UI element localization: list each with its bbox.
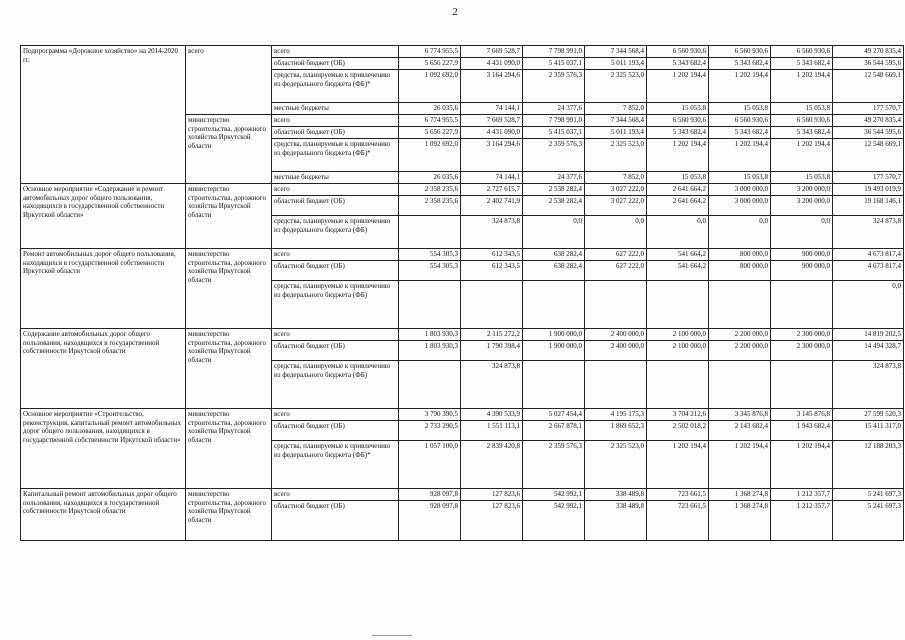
total-value-cell: 36 544 595,6	[833, 58, 904, 70]
year-value-cell	[771, 281, 833, 329]
year-value-cell: 2 502 018,2	[647, 421, 709, 441]
year-value-cell	[399, 361, 461, 409]
year-value-cell: 1 368 274,8	[709, 501, 771, 541]
year-value-cell: 338 489,8	[585, 489, 647, 501]
year-value-cell: 3 164 294,6	[461, 70, 523, 103]
year-value-cell: 1 202 194,4	[647, 139, 709, 172]
year-value-cell: 5 343 682,4	[771, 58, 833, 70]
total-value-cell: 4 673 817,4	[833, 249, 904, 261]
year-value-cell: 2 358 235,6	[399, 184, 461, 196]
table-row	[21, 489, 904, 501]
year-value-cell: 3 000 000,0	[709, 196, 771, 216]
year-value-cell: 3 200 000,0	[771, 184, 833, 196]
funding-source-cell: всего	[272, 329, 399, 341]
table-row	[21, 249, 904, 261]
total-value-cell: 12 548 669,1	[833, 70, 904, 103]
year-value-cell: 2 358 235,6	[399, 196, 461, 216]
year-value-cell: 2 200 000,0	[709, 341, 771, 361]
program-name-cell: Содержание автомобильных дорог общего пользования, находящихся в государственной собственности Иркутской области	[21, 329, 186, 409]
year-value-cell: 2 115 272,2	[461, 329, 523, 341]
year-value-cell: 15 053,8	[771, 103, 833, 115]
executor-cell: всего	[186, 46, 272, 115]
year-value-cell	[585, 281, 647, 329]
funding-source-cell: областной бюджет (ОБ)	[272, 127, 399, 139]
year-value-cell: 5 343 682,4	[647, 127, 709, 139]
year-value-cell: 1 790 398,4	[461, 341, 523, 361]
year-value-cell: 338 489,8	[585, 501, 647, 541]
year-value-cell: 4 431 090,0	[461, 127, 523, 139]
table-row	[21, 409, 904, 421]
year-value-cell	[399, 216, 461, 249]
year-value-cell: 900 000,0	[771, 249, 833, 261]
year-value-cell: 3 164 294,6	[461, 139, 523, 172]
year-value-cell: 1 202 194,4	[709, 70, 771, 103]
total-value-cell: 324 873,8	[833, 361, 904, 409]
total-value-cell: 36 544 595,6	[833, 127, 904, 139]
funding-source-cell: средства, планируемые к привлечению из федерального бюджета (ФБ)	[272, 216, 399, 249]
year-value-cell	[709, 281, 771, 329]
year-value-cell: 1 202 194,4	[709, 441, 771, 489]
year-value-cell: 5 415 037,1	[523, 127, 585, 139]
year-value-cell: 627 222,0	[585, 261, 647, 281]
year-value-cell: 1 212 357,7	[771, 489, 833, 501]
funding-source-cell: областной бюджет (ОБ)	[272, 261, 399, 281]
year-value-cell: 127 823,6	[461, 501, 523, 541]
funding-source-cell: всего	[272, 115, 399, 127]
year-value-cell: 74 144,1	[461, 103, 523, 115]
year-value-cell: 612 343,5	[461, 261, 523, 281]
year-value-cell: 2 402 741,9	[461, 196, 523, 216]
year-value-cell: 5 415 037,1	[523, 58, 585, 70]
year-value-cell: 24 377,6	[523, 172, 585, 184]
total-value-cell: 324 873,8	[833, 216, 904, 249]
year-value-cell: 7 852,0	[585, 172, 647, 184]
year-value-cell	[461, 281, 523, 329]
year-value-cell	[523, 281, 585, 329]
table-row	[21, 329, 904, 341]
program-name-cell: Основное мероприятие «Содержание и ремонт автомобильных дорог общего пользования, находящихся в государственной собственности Иркутской области»	[21, 184, 186, 249]
page-number: 2	[452, 6, 458, 18]
total-value-cell: 5 241 697,3	[833, 501, 904, 541]
year-value-cell: 1 900 000,0	[523, 329, 585, 341]
year-value-cell: 15 053,8	[647, 172, 709, 184]
funding-source-cell: областной бюджет (ОБ)	[272, 196, 399, 216]
year-value-cell: 5 656 227,9	[399, 58, 461, 70]
year-value-cell: 1 202 194,4	[647, 70, 709, 103]
year-value-cell: 627 222,0	[585, 249, 647, 261]
executor-cell: министерство строительства, дорожного хозяйства Иркутской области	[186, 184, 272, 249]
funding-source-cell: местные бюджеты	[272, 172, 399, 184]
year-value-cell: 1 202 194,4	[771, 441, 833, 489]
year-value-cell: 6 774 955,5	[399, 115, 461, 127]
year-value-cell: 928 097,8	[399, 501, 461, 541]
year-value-cell: 6 560 930,6	[647, 46, 709, 58]
year-value-cell: 2 359 576,3	[523, 441, 585, 489]
year-value-cell: 0,0	[523, 216, 585, 249]
executor-cell: министерство строительства, дорожного хозяйства Иркутской области	[186, 115, 272, 184]
total-value-cell: 14 819 202,5	[833, 329, 904, 341]
total-value-cell: 4 673 817,4	[833, 261, 904, 281]
total-value-cell: 12 548 669,1	[833, 139, 904, 172]
year-value-cell: 15 053,8	[647, 103, 709, 115]
total-value-cell: 19 168 146,1	[833, 196, 904, 216]
budget-table	[20, 45, 904, 541]
year-value-cell: 800 000,0	[709, 249, 771, 261]
year-value-cell: 1 202 194,4	[647, 441, 709, 489]
year-value-cell: 3 027 222,0	[585, 184, 647, 196]
year-value-cell: 5 656 227,9	[399, 127, 461, 139]
year-value-cell: 2 200 000,0	[709, 329, 771, 341]
year-value-cell: 3 704 212,6	[647, 409, 709, 421]
executor-cell: министерство строительства, дорожного хозяйства Иркутской области	[186, 489, 272, 541]
year-value-cell: 3 027 222,0	[585, 196, 647, 216]
program-name-cell: Подпрограмма «Дорожное хозяйство» на 2014-2020 гг.	[21, 46, 186, 184]
year-value-cell: 4 431 090,0	[461, 58, 523, 70]
funding-source-cell: областной бюджет (ОБ)	[272, 341, 399, 361]
program-name-cell: Капитальный ремонт автомобильных дорог общего пользования, находящихся в государственной собственности Иркутской области	[21, 489, 186, 541]
year-value-cell: 324 873,8	[461, 361, 523, 409]
year-value-cell: 7 344 568,4	[585, 115, 647, 127]
year-value-cell	[771, 361, 833, 409]
total-value-cell: 49 270 835,4	[833, 115, 904, 127]
funding-source-cell: всего	[272, 46, 399, 58]
year-value-cell: 3 145 876,8	[771, 409, 833, 421]
year-value-cell	[647, 361, 709, 409]
year-value-cell: 2 359 576,3	[523, 139, 585, 172]
year-value-cell: 2 143 682,4	[709, 421, 771, 441]
year-value-cell: 7 798 991,0	[523, 115, 585, 127]
year-value-cell: 5 011 193,4	[585, 127, 647, 139]
year-value-cell: 2 641 664,2	[647, 184, 709, 196]
executor-cell: министерство строительства, дорожного хозяйства Иркутской области	[186, 409, 272, 489]
total-value-cell: 177 570,7	[833, 103, 904, 115]
year-value-cell: 2 641 664,2	[647, 196, 709, 216]
year-value-cell: 6 560 930,6	[709, 46, 771, 58]
year-value-cell: 1 943 682,4	[771, 421, 833, 441]
year-value-cell: 2 359 576,3	[523, 70, 585, 103]
year-value-cell: 542 992,1	[523, 489, 585, 501]
year-value-cell: 1 900 000,0	[523, 341, 585, 361]
year-value-cell: 2 100 000,0	[647, 341, 709, 361]
year-value-cell: 723 661,5	[647, 489, 709, 501]
total-value-cell: 0,0	[833, 281, 904, 329]
executor-cell: министерство строительства, дорожного хозяйства Иркутской области	[186, 249, 272, 329]
year-value-cell: 26 035,6	[399, 103, 461, 115]
year-value-cell: 3 790 390,5	[399, 409, 461, 421]
year-value-cell: 2 400 000,0	[585, 329, 647, 341]
total-value-cell: 14 494 328,7	[833, 341, 904, 361]
year-value-cell: 6 560 930,6	[709, 115, 771, 127]
year-value-cell: 4 195 175,3	[585, 409, 647, 421]
year-value-cell: 7 798 991,0	[523, 46, 585, 58]
year-value-cell	[647, 281, 709, 329]
year-value-cell: 7 344 568,4	[585, 46, 647, 58]
year-value-cell: 5 343 682,4	[709, 127, 771, 139]
year-value-cell: 2 667 878,1	[523, 421, 585, 441]
year-value-cell: 4 390 533,9	[461, 409, 523, 421]
year-value-cell: 638 282,4	[523, 249, 585, 261]
year-value-cell: 0,0	[647, 216, 709, 249]
funding-source-cell: всего	[272, 489, 399, 501]
total-value-cell: 177 570,7	[833, 172, 904, 184]
funding-source-cell: средства, планируемые к привлечению из федерального бюджета (ФБ)*	[272, 441, 399, 489]
budget-table-body	[21, 46, 904, 541]
year-value-cell: 2 325 523,0	[585, 139, 647, 172]
year-value-cell: 1 202 194,4	[709, 139, 771, 172]
year-value-cell: 3 345 876,8	[709, 409, 771, 421]
year-value-cell	[399, 281, 461, 329]
year-value-cell: 324 873,8	[461, 216, 523, 249]
year-value-cell: 127 823,6	[461, 489, 523, 501]
funding-source-cell: средства, планируемые к привлечению из федерального бюджета (ФБ)*	[272, 139, 399, 172]
year-value-cell: 5 343 682,4	[771, 127, 833, 139]
year-value-cell: 928 097,8	[399, 489, 461, 501]
year-value-cell: 5 343 682,4	[709, 58, 771, 70]
year-value-cell: 3 000 000,0	[709, 184, 771, 196]
year-value-cell: 15 053,8	[709, 103, 771, 115]
year-value-cell: 0,0	[771, 216, 833, 249]
year-value-cell: 15 053,8	[771, 172, 833, 184]
year-value-cell: 638 282,4	[523, 261, 585, 281]
year-value-cell: 541 664,2	[647, 261, 709, 281]
year-value-cell: 7 852,0	[585, 103, 647, 115]
total-value-cell: 12 188 203,3	[833, 441, 904, 489]
table-row	[21, 184, 904, 196]
year-value-cell: 1 212 357,7	[771, 501, 833, 541]
year-value-cell: 2 325 523,0	[585, 70, 647, 103]
total-value-cell: 15 411 317,0	[833, 421, 904, 441]
year-value-cell: 5 011 193,4	[585, 58, 647, 70]
total-value-cell: 49 270 835,4	[833, 46, 904, 58]
year-value-cell: 900 000,0	[771, 261, 833, 281]
year-value-cell: 1 803 930,3	[399, 341, 461, 361]
year-value-cell: 800 000,0	[709, 261, 771, 281]
year-value-cell: 5 027 454,4	[523, 409, 585, 421]
year-value-cell: 542 992,1	[523, 501, 585, 541]
year-value-cell: 2 538 282,4	[523, 184, 585, 196]
year-value-cell: 1 551 113,1	[461, 421, 523, 441]
year-value-cell	[709, 361, 771, 409]
year-value-cell: 554 305,3	[399, 261, 461, 281]
funding-source-cell: средства, планируемые к привлечению из федерального бюджета (ФБ)	[272, 361, 399, 409]
year-value-cell: 0,0	[585, 216, 647, 249]
year-value-cell: 2 300 000,0	[771, 341, 833, 361]
funding-source-cell: областной бюджет (ОБ)	[272, 421, 399, 441]
year-value-cell: 2 733 290,5	[399, 421, 461, 441]
year-value-cell: 2 839 420,8	[461, 441, 523, 489]
funding-source-cell: областной бюджет (ОБ)	[272, 501, 399, 541]
funding-source-cell: средства, планируемые к привлечению из федерального бюджета (ФБ)*	[272, 70, 399, 103]
year-value-cell: 723 661,5	[647, 501, 709, 541]
funding-source-cell: областной бюджет (ОБ)	[272, 58, 399, 70]
year-value-cell: 24 377,6	[523, 103, 585, 115]
funding-source-cell: местные бюджеты	[272, 103, 399, 115]
year-value-cell: 541 664,2	[647, 249, 709, 261]
year-value-cell: 2 727 615,7	[461, 184, 523, 196]
year-value-cell: 1 869 652,3	[585, 421, 647, 441]
funding-source-cell: всего	[272, 409, 399, 421]
year-value-cell: 612 343,5	[461, 249, 523, 261]
year-value-cell: 554 305,3	[399, 249, 461, 261]
funding-source-cell: средства, планируемые к привлечению из федерального бюджета (ФБ)	[272, 281, 399, 329]
total-value-cell: 5 241 697,3	[833, 489, 904, 501]
year-value-cell: 2 400 000,0	[585, 341, 647, 361]
year-value-cell: 1 368 274,8	[709, 489, 771, 501]
year-value-cell: 1 092 692,0	[399, 70, 461, 103]
year-value-cell: 1 803 930,3	[399, 329, 461, 341]
year-value-cell: 15 053,8	[709, 172, 771, 184]
year-value-cell: 5 343 682,4	[647, 58, 709, 70]
year-value-cell: 2 100 000,0	[647, 329, 709, 341]
year-value-cell: 2 538 282,4	[523, 196, 585, 216]
scan-mark	[372, 635, 412, 636]
year-value-cell: 2 300 000,0	[771, 329, 833, 341]
year-value-cell: 1 092 692,0	[399, 139, 461, 172]
year-value-cell: 7 669 528,7	[461, 115, 523, 127]
year-value-cell: 7 669 528,7	[461, 46, 523, 58]
year-value-cell: 2 325 523,0	[585, 441, 647, 489]
executor-cell: министерство строительства, дорожного хозяйства Иркутской области	[186, 329, 272, 409]
table-row	[21, 46, 904, 58]
year-value-cell	[585, 361, 647, 409]
year-value-cell: 6 774 955,5	[399, 46, 461, 58]
year-value-cell: 26 035,6	[399, 172, 461, 184]
year-value-cell: 1 202 194,4	[771, 139, 833, 172]
funding-source-cell: всего	[272, 249, 399, 261]
year-value-cell: 1 202 194,4	[771, 70, 833, 103]
year-value-cell: 3 200 000,0	[771, 196, 833, 216]
year-value-cell: 6 560 930,6	[647, 115, 709, 127]
year-value-cell: 74 144,1	[461, 172, 523, 184]
program-name-cell: Ремонт автомобильных дорог общего пользования, находящихся в государственной собственности Иркутской области	[21, 249, 186, 329]
total-value-cell: 19 493 019,9	[833, 184, 904, 196]
year-value-cell	[523, 361, 585, 409]
year-value-cell: 6 560 930,6	[771, 115, 833, 127]
funding-source-cell: всего	[272, 184, 399, 196]
total-value-cell: 27 599 520,3	[833, 409, 904, 421]
year-value-cell: 0,0	[709, 216, 771, 249]
year-value-cell: 1 057 100,0	[399, 441, 461, 489]
year-value-cell: 6 560 930,6	[771, 46, 833, 58]
program-name-cell: Основное мероприятие «Строительство, реконструкция, капитальный ремонт автомобильных дорог общего пользования, находящихся в государственной собственности Иркутской области»	[21, 409, 186, 489]
